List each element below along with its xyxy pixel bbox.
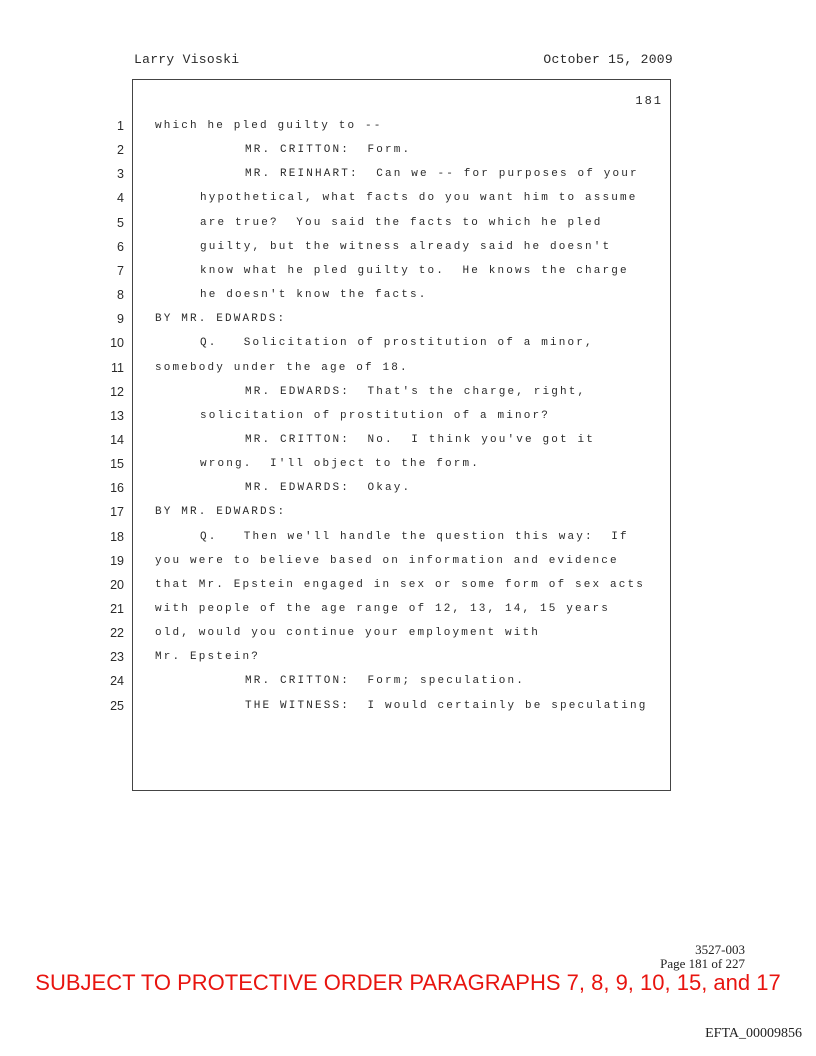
line-text: old, would you continue your employment with (155, 627, 541, 640)
deposition-date: October 15, 2009 (543, 52, 673, 67)
transcript-line (0, 407, 816, 427)
line-text: THE WITNESS: I would certainly be speculating (245, 699, 648, 712)
line-number: 5 (117, 215, 124, 230)
doc-code: 3527-003 (695, 942, 745, 957)
line-text: somebody under the age of 18. (155, 361, 409, 374)
page-of: Page 181 of 227 (660, 956, 745, 971)
line-text: know what he pled guilty to. He knows the charge (200, 264, 629, 277)
transcript-line (0, 214, 816, 234)
footer-page-info (660, 943, 745, 971)
line-text: MR. CRITTON: Form; speculation. (245, 675, 526, 688)
line-text: MR. EDWARDS: Okay. (245, 482, 412, 495)
line-text: Q. Then we'll handle the question this way: If (200, 530, 629, 543)
transcript-line (0, 600, 816, 620)
transcript-page-number: 181 (635, 94, 663, 108)
line-text: Q. Solicitation of prostitution of a minor, (200, 337, 594, 350)
transcript-line (0, 576, 816, 596)
line-number: 20 (110, 577, 124, 592)
line-text: solicitation of prostitution of a minor? (200, 409, 551, 422)
transcript-line (0, 141, 816, 161)
line-text: are true? You said the facts to which he pled (200, 216, 603, 229)
line-number: 10 (110, 336, 124, 351)
line-text: BY MR. EDWARDS: (155, 506, 287, 519)
transcript-line (0, 648, 816, 668)
bates-number: EFTA_00009856 (705, 1026, 802, 1041)
transcript-line (0, 552, 816, 572)
transcript-line (0, 238, 816, 258)
transcript-line (0, 334, 816, 354)
line-text: he doesn't know the facts. (200, 289, 428, 302)
line-number: 22 (110, 626, 124, 641)
transcript-line (0, 672, 816, 692)
line-text: MR. CRITTON: Form. (245, 144, 412, 157)
transcript-line (0, 310, 816, 330)
line-text: MR. CRITTON: No. I think you've got it (245, 433, 596, 446)
line-number: 11 (111, 360, 124, 375)
line-number: 1 (117, 119, 124, 133)
line-number: 7 (117, 263, 124, 278)
transcript-line (0, 455, 816, 475)
line-number: 16 (110, 481, 124, 496)
protective-order-notice: SUBJECT TO PROTECTIVE ORDER PARAGRAPHS 7, 8, 9, 10, 15, and 17 (35, 970, 781, 995)
line-text: Mr. Epstein? (155, 651, 261, 664)
line-number: 15 (110, 457, 124, 472)
transcript-line (0, 165, 816, 185)
line-number: 4 (117, 191, 124, 206)
line-number: 14 (110, 432, 124, 447)
line-number: 8 (117, 288, 124, 303)
line-text: which he pled guilty to -- (155, 120, 383, 132)
transcript-line (0, 624, 816, 644)
line-text: wrong. I'll object to the form. (200, 458, 481, 471)
transcript-line (0, 383, 816, 403)
line-text: MR. REINHART: Can we -- for purposes of your (245, 168, 639, 181)
deponent-name: Larry Visoski (134, 52, 240, 67)
line-number: 3 (117, 167, 124, 182)
line-number: 21 (110, 602, 124, 616)
transcript-line (0, 189, 816, 209)
line-number: 9 (117, 312, 124, 327)
line-number: 24 (110, 674, 124, 689)
transcript-line (0, 286, 816, 306)
transcript-line (0, 431, 816, 451)
transcript-line (0, 528, 816, 548)
transcript-line (0, 697, 816, 717)
line-number: 6 (117, 239, 124, 254)
transcript-line (0, 479, 816, 499)
line-number: 17 (110, 505, 124, 520)
line-number: 13 (110, 408, 124, 423)
line-text: with people of the age range of 12, 13, 14, 15 years (155, 603, 611, 615)
line-number: 2 (117, 143, 124, 158)
line-number: 19 (110, 553, 124, 568)
line-number: 23 (110, 650, 124, 665)
line-number: 18 (110, 529, 124, 544)
transcript-line (0, 503, 816, 523)
line-text: you were to believe based on information and evidence (155, 554, 619, 567)
transcript-line (0, 117, 816, 137)
transcript-line (0, 262, 816, 282)
line-text: guilty, but the witness already said he doesn't (200, 240, 612, 253)
line-text: hypothetical, what facts do you want him to assume (200, 192, 638, 205)
line-text: MR. EDWARDS: That's the charge, right, (245, 385, 587, 398)
line-number: 12 (110, 384, 124, 399)
line-text: that Mr. Epstein engaged in sex or some form of sex acts (155, 578, 646, 591)
line-text: BY MR. EDWARDS: (155, 313, 287, 326)
transcript-line (0, 359, 816, 379)
line-number: 25 (110, 698, 124, 713)
